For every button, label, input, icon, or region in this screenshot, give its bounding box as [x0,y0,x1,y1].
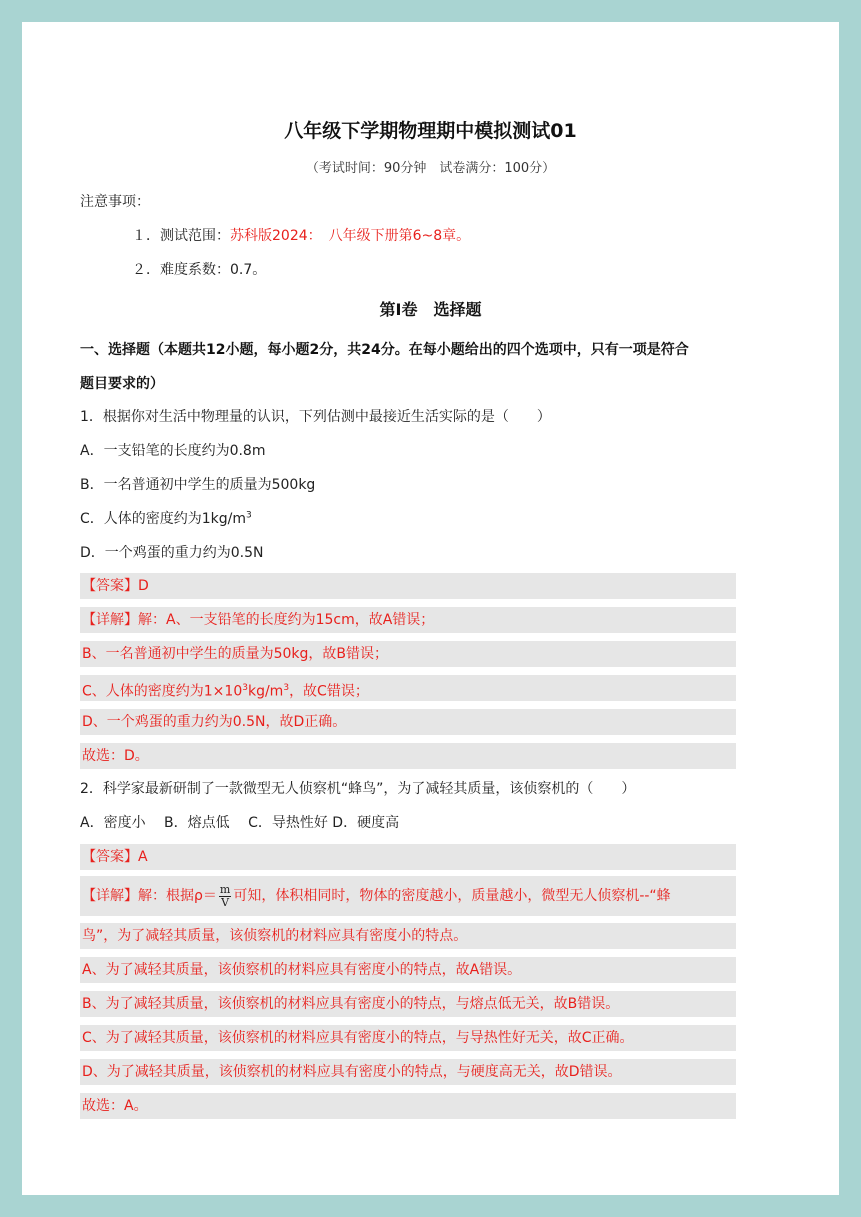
part-heading-line-1: 一、选择题（本题共12小题，每小题2分，共24分。在每小题给出的四个选项中，只有一项是符合 [80,342,689,358]
q2-choose: 故选：A。 [80,1093,736,1119]
q2-detail-6: D、为了减轻其质量，该侦察机的材料应具有密度小的特点，与硬度高无关，故D错误。 [80,1059,736,1085]
q1-detail-4: D、一个鸡蛋的重力约为0.5N，故D正确。 [80,709,736,735]
q2-detail-5: C、为了减轻其质量，该侦察机的材料应具有密度小的特点，与导热性好无关，故C正确。 [80,1025,736,1051]
q2-detail-1 [80,876,736,916]
notice-item-1-scope: 苏科版2024： 八年级下册第6~8章。 [230,228,471,244]
page-title: 八年级下学期物理期中模拟测试01 [284,120,577,142]
q1-option-b: B．一名普通初中学生的质量为500kg [80,477,316,493]
q1-answer: 【答案】D [80,573,736,599]
q2-answer: 【答案】A [80,844,736,870]
q1-choose: 故选：D。 [80,743,736,769]
q2-detail-1-part-a: 【详解】解：根据ρ＝ [82,888,217,904]
q2-stem: 2．科学家最新研制了一款微型无人侦察机“蜂鸟”，为了减轻其质量，该侦察机的（ ） [80,781,636,797]
notice-item-1-label: １．测试范围： [132,228,230,244]
fraction-denominator: V [221,895,230,909]
q1-stem: 1．根据你对生活中物理量的认识，下列估测中最接近生活实际的是（ ） [80,409,551,425]
part-heading-line-2: 题目要求的） [80,376,164,392]
q1-detail-3 [80,675,736,701]
q1-detail-1: 【详解】解：A、一支铅笔的长度约为15cm，故A错误； [80,607,736,633]
q2-detail-3: A、为了减轻其质量，该侦察机的材料应具有密度小的特点，故A错误。 [80,957,736,983]
q1-detail-3-part-c: ，故C错误； [289,683,369,700]
notice-item-1 [132,225,781,245]
q1-option-d: D．一个鸡蛋的重力约为0.5N [80,545,264,561]
q2-detail-2: 鸟”，为了减轻其质量，该侦察机的材料应具有密度小的特点。 [80,923,736,949]
fraction-numerator: m [219,882,231,896]
section-title: 第Ⅰ卷 选择题 [379,300,482,319]
q1-option-c [80,508,781,528]
q2-detail-4: B、为了减轻其质量，该侦察机的材料应具有密度小的特点，与熔点低无关，故B错误。 [80,991,736,1017]
notice-item-2: ２．难度系数：0.7。 [132,262,267,278]
q1-detail-3-sup-2: 3 [283,683,290,693]
q1-option-c-sup: 3 [246,510,252,521]
q2-options: A．密度小 B．熔点低 C．导热性好 D．硬度高 [80,815,400,831]
q2-detail-1-part-b: 可知，体积相同时，物体的密度越小，质量越小，微型无人侦察机--“蜂 [233,888,671,904]
q1-detail-2: B、一名普通初中学生的质量为50kg，故B错误； [80,641,736,667]
q1-detail-3-part-b: kg/m [247,683,284,700]
q1-option-a: A．一支铅笔的长度约为0.8m [80,443,266,459]
exam-info: （考试时间：90分钟 试卷满分：100分） [305,161,556,176]
q1-option-c-text: C．人体的密度约为1kg/m [80,511,247,527]
notice-heading: 注意事项： [80,194,150,210]
q1-detail-3-part-a: C、人体的密度约为1×10 [82,683,243,700]
q1-detail-3-sup-1: 3 [242,683,248,693]
density-fraction [219,884,231,909]
